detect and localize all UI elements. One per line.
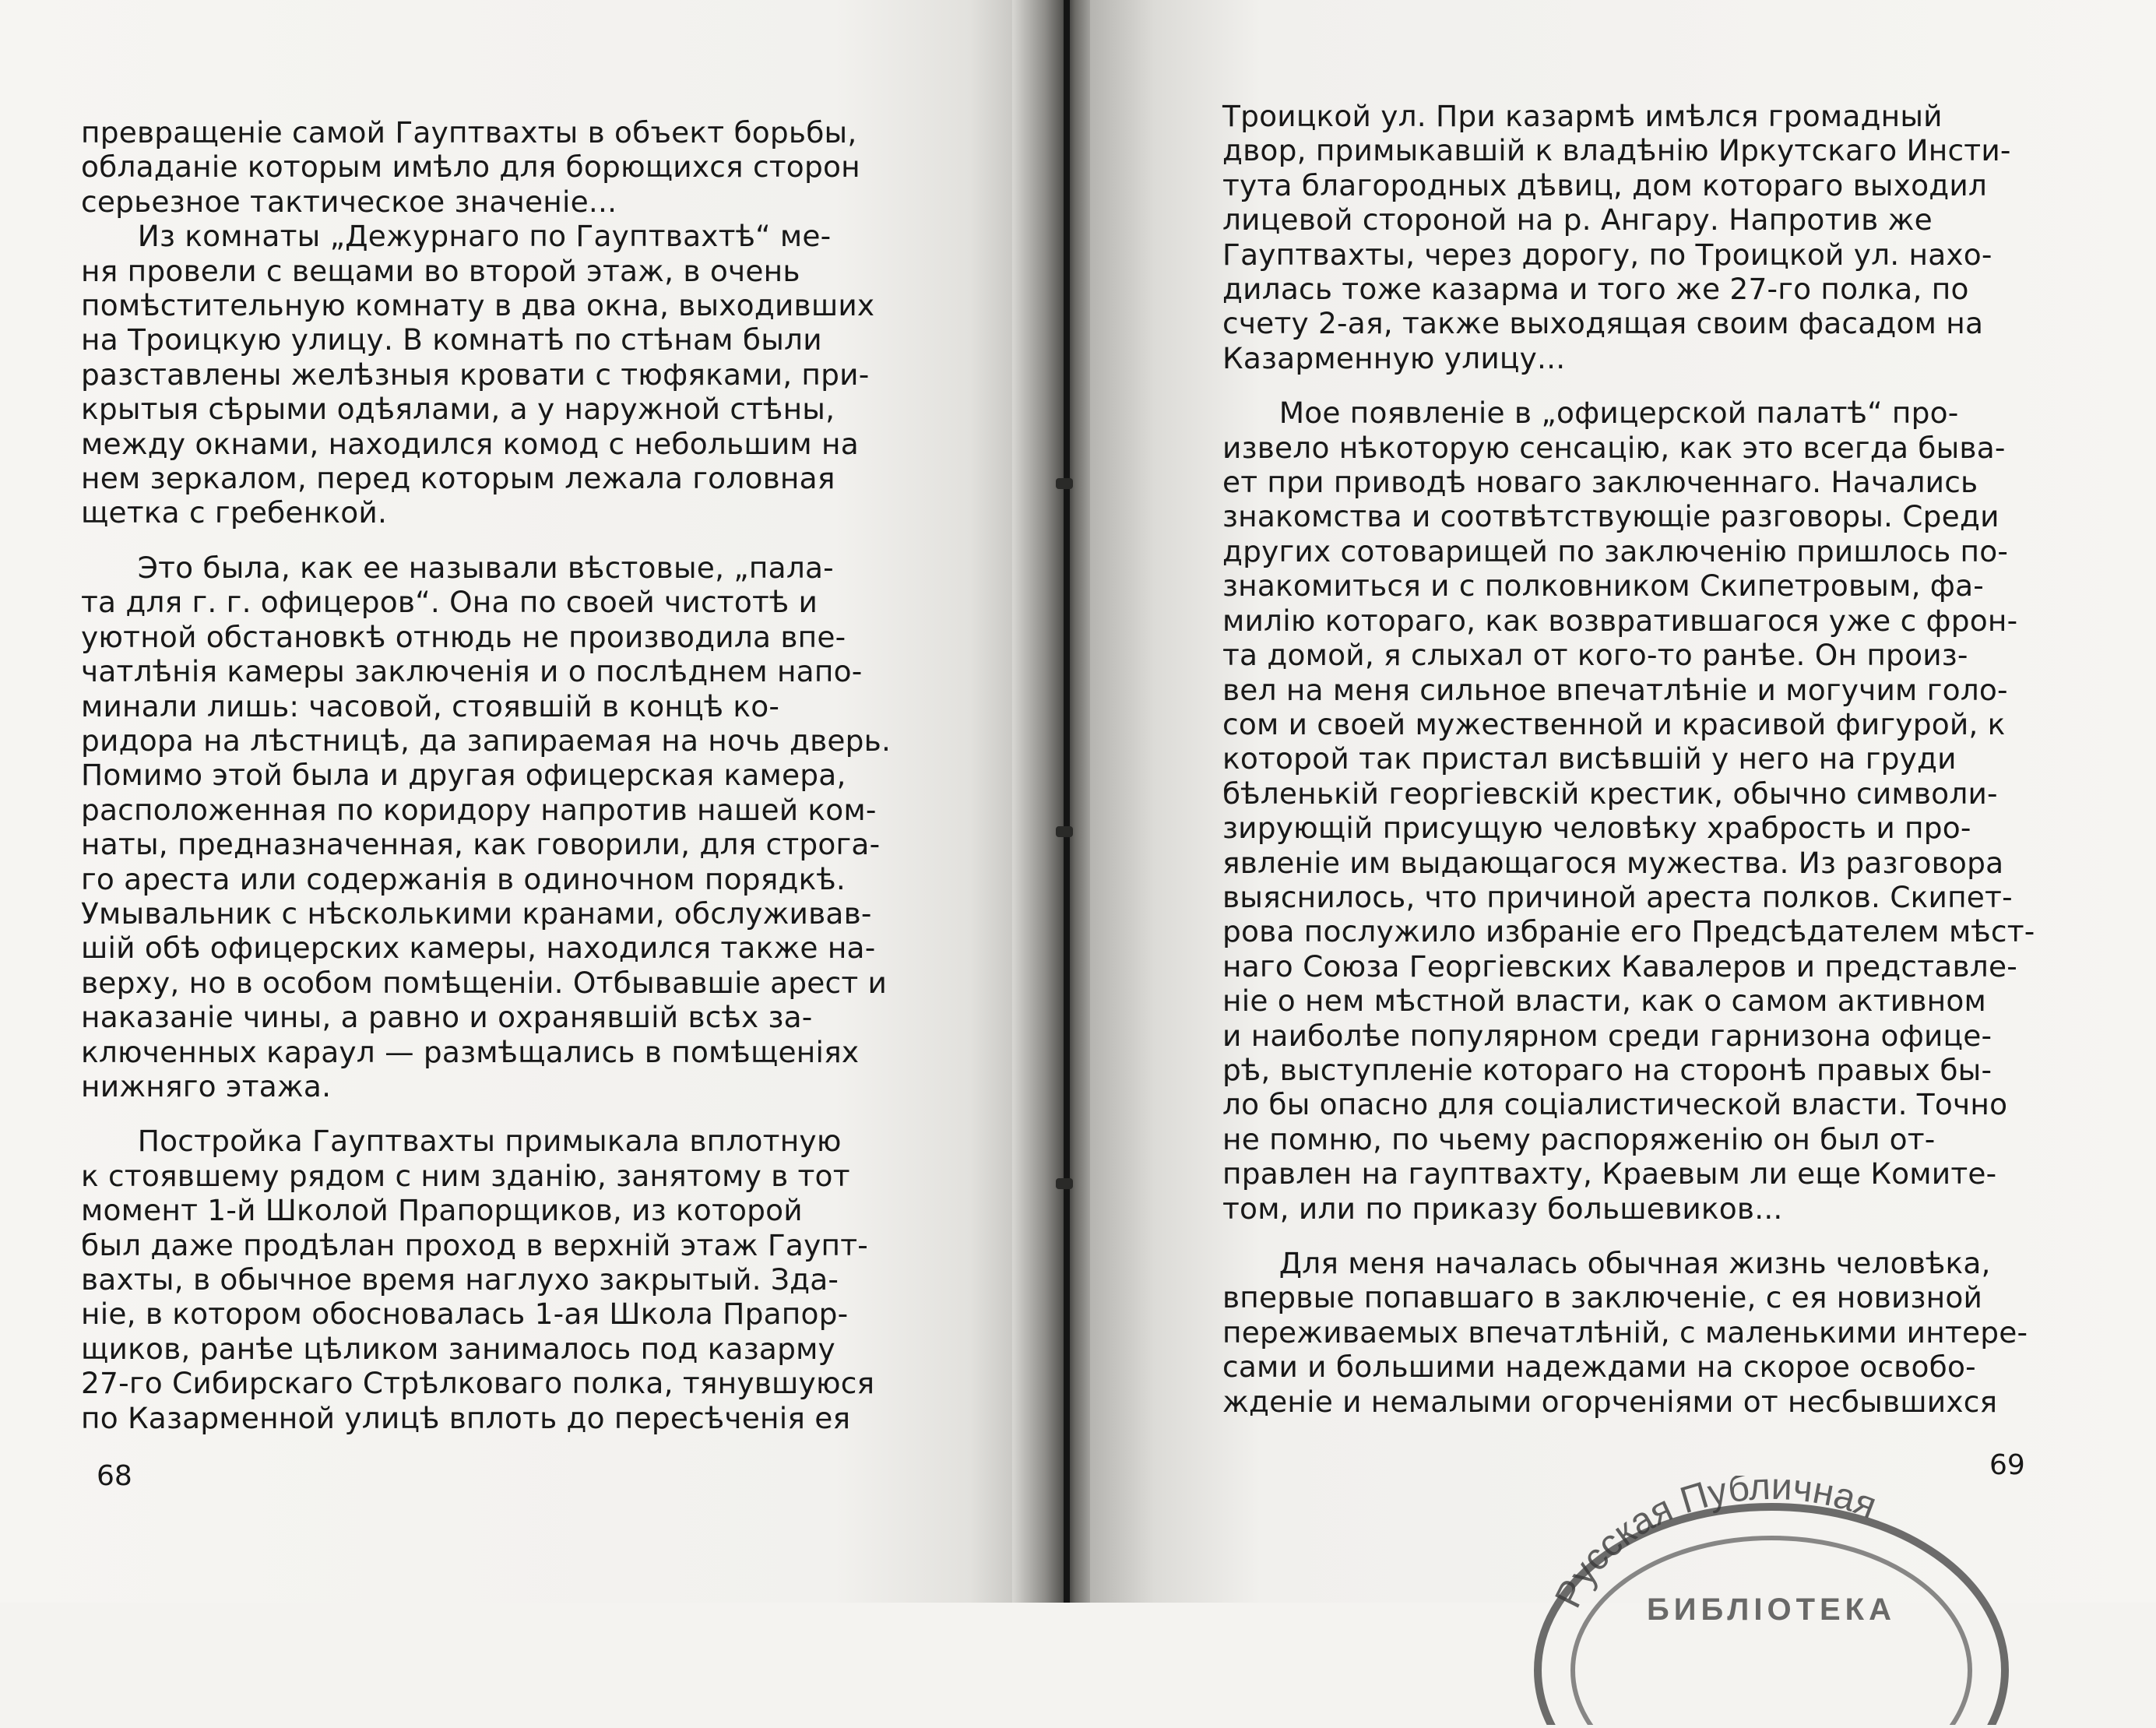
text-line: знакомства и соотвѣтствующiе разговоры. Среди — [1222, 499, 1999, 534]
text-line: явленiе им выдающагося мужества. Из разговора — [1222, 845, 2004, 880]
text-line: уютной обстановкѣ отнюдь не производила впе- — [81, 619, 846, 654]
text-line: между окнами, находился комод с небольшим на — [81, 426, 859, 461]
text-line: дилась тоже казарма и того же 27-го полка, по — [1222, 272, 1969, 307]
text-line: впервые попавшаго в заключенiе, с ея новизной — [1222, 1280, 1983, 1315]
right-page-text — [1222, 99, 2063, 1419]
paragraph — [81, 1124, 922, 1435]
text-line: сами и большими надеждами на скорое освобо- — [1222, 1350, 1976, 1385]
page-number: 68 — [97, 1460, 132, 1492]
text-line: Для меня началась обычная жизнь человѣка, — [1222, 1246, 1991, 1280]
text-line: ключенных караул — размѣщались в помѣщенiях — [81, 1034, 860, 1069]
text-line: 27-го Сибирскаго Стрѣлковаго полка, тянувшуюся — [81, 1366, 875, 1401]
text-line: счету 2-ая, также выходящая своим фасадом на — [1222, 306, 1984, 341]
stamp-arc-text: Русская Публичная — [1547, 1476, 1883, 1614]
text-line: которой так пристал висѣвшiй у него на груди — [1222, 741, 1957, 776]
text-line: том, или по приказу большевиков... — [1222, 1191, 1783, 1226]
text-line: шiй обѣ офицерских камеры, находился также на- — [81, 931, 876, 966]
binding-thread — [1056, 478, 1073, 489]
text-line: расположенная по коридору напротив нашей ком- — [81, 792, 877, 827]
text-line: серьезное тактическое значенiе... — [81, 184, 617, 219]
text-line: жденiе и немалыми огорченiями от несбывшихся — [1222, 1384, 1998, 1419]
text-line: та для г. г. офицеров“. Она по своей чистотѣ и — [81, 585, 818, 620]
text-line: был даже продѣлан проход в верхнiй этаж Гаупт- — [81, 1227, 868, 1262]
text-line: нiе, в котором обосновалась 1-ая Школа Прапор- — [81, 1297, 849, 1332]
paragraph — [1222, 396, 2063, 1226]
text-line: двор, примыкавшiй к владѣнiю Иркутскаго Инсти- — [1222, 133, 2011, 168]
text-line: та домой, я слыхал от кого-то ранѣе. Он произ- — [1222, 638, 1968, 673]
text-line: тута благородных дѣвиц, дом котораго выходил — [1222, 167, 1988, 202]
text-line: рѣ, выступленiе котораго на сторонѣ правых бы- — [1222, 1052, 1992, 1087]
library-stamp-graphic — [1499, 1476, 2044, 1725]
page-number: 69 — [1989, 1449, 2025, 1481]
text-line: помѣстительную комнату в два окна, выходивших — [81, 288, 875, 323]
text-line: наказанiе чины, а равно и охранявшiй всѣх за- — [81, 1000, 813, 1035]
text-line: нiе о нем мѣстной власти, как о самом активном — [1222, 984, 1987, 1019]
text-line: Умывальник с нѣсколькими кранами, обслуживав- — [81, 896, 872, 931]
text-line: верху, но в особом помѣщенiи. Отбывавшiе арест и — [81, 965, 888, 1000]
text-line: щетка с гребенкой. — [81, 495, 388, 530]
paragraph — [81, 115, 922, 219]
left-page — [0, 0, 1043, 1603]
text-line: нем зеркалом, перед которым лежала головная — [81, 461, 835, 496]
text-line: рова послужило избранiе его Предсѣдателем мѣст- — [1222, 914, 2035, 949]
text-line: нижняго этажа. — [81, 1068, 332, 1103]
binding-thread — [1056, 1178, 1073, 1189]
text-line: на Троицкую улицу. В комнатѣ по стѣнам были — [81, 322, 822, 357]
left-page-text — [81, 115, 922, 1435]
stamp-bottom-text: БИБЛIОТЕКА — [1647, 1593, 1896, 1627]
text-line: обладанiе которым имѣло для борющихся сторон — [81, 150, 860, 185]
text-line: минали лишь: часовой, стоявшiй в концѣ ко- — [81, 688, 780, 723]
text-line: превращенiе самой Гауптвахты в объект борьбы, — [81, 115, 857, 150]
text-line: не помню, по чьему распоряженiю он был от- — [1222, 1121, 1936, 1156]
text-line: Казарменную улицу... — [1222, 340, 1566, 375]
text-line: правлен на гауптвахту, Краевым ли еще Комите- — [1222, 1156, 1997, 1191]
library-stamp — [1499, 1476, 2044, 1725]
text-line: извело нѣкоторую сенсацiю, как это всегда быва- — [1222, 430, 2006, 465]
paragraph — [81, 551, 922, 1104]
text-line: щиков, ранѣе цѣликом занималось под казарму — [81, 1331, 835, 1366]
text-line: го ареста или содержанiя в одиночном порядкѣ. — [81, 861, 846, 896]
spine-binding — [1064, 0, 1070, 1603]
text-line: к стоявшему рядом с ним зданiю, занятому в тот — [81, 1158, 850, 1193]
paragraph — [1222, 1246, 2063, 1419]
text-line: ет при приводѣ новаго заключеннаго. Начались — [1222, 465, 1978, 500]
text-line: наты, предназначенная, как говорили, для строга- — [81, 827, 881, 862]
text-line: момент 1-й Школой Прапорщиков, из которой — [81, 1193, 803, 1228]
text-line: бѣленькiй георгiевскiй крестик, обычно символи- — [1222, 776, 1998, 811]
text-line: лицевой стороной на р. Ангару. Напротив же — [1222, 202, 1933, 238]
text-line: зирующiй присущую человѣку храбрость и про- — [1222, 811, 1971, 846]
text-line: милiю котораго, как возвратившагося уже с фрон- — [1222, 603, 2018, 638]
text-line: Троицкой ул. При казармѣ имѣлся громадный — [1222, 99, 1943, 133]
text-line: чатлѣнiя камеры заключенiя и о послѣднем напо- — [81, 654, 863, 689]
text-line: Постройка Гауптвахты примыкала вплотную — [81, 1124, 842, 1159]
text-line: ня провели с вещами во второй этаж, в очень — [81, 253, 800, 288]
text-line: Из комнаты „Дежурнаго по Гауптвахтѣ“ ме- — [81, 219, 832, 254]
text-line: Гауптвахты, через дорогу, по Троицкой ул. нахо- — [1222, 237, 1992, 272]
text-line: ло бы опасно для соцiалистической власти. Точно — [1222, 1087, 2008, 1122]
paragraph — [1222, 99, 2063, 375]
text-line: крытыя сѣрыми одѣялами, а у наружной стѣны, — [81, 392, 835, 427]
paragraph — [81, 219, 922, 530]
text-line: разставлены желѣзныя кровати с тюфяками, при- — [81, 357, 870, 392]
text-line: вахты, в обычное время наглухо закрытый. Зда- — [81, 1262, 839, 1297]
text-line: переживаемых впечатлѣнiй, с маленькими интере- — [1222, 1314, 2028, 1350]
text-line: вел на меня сильное впечатлѣнiе и могучим голо- — [1222, 672, 2008, 707]
text-line: Это была, как ее называли вѣстовые, „пала- — [81, 550, 834, 585]
text-line: по Казарменной улицѣ вплоть до пересѣченiя ея — [81, 1400, 851, 1435]
text-line: Мое появленiе в „офицерской палатѣ“ про- — [1222, 396, 1959, 431]
text-line: и наиболѣе популярном среди гарнизона офице- — [1222, 1018, 1992, 1053]
text-line: знакомиться и с полковником Скипетровым, фа- — [1222, 568, 1984, 604]
text-line: наго Союза Георгiевских Кавалеров и представле- — [1222, 948, 2017, 984]
text-line: Помимо этой была и другая офицерская камера, — [81, 758, 846, 793]
text-line: сом и своей мужественной и красивой фигурой, к — [1222, 706, 2006, 741]
text-line: других сотоварищей по заключенiю пришлось по- — [1222, 533, 2009, 568]
text-line: выяснилось, что причиной ареста полков. Скипет- — [1222, 879, 2013, 914]
binding-thread — [1056, 826, 1073, 837]
text-line: ридора на лѣстницѣ, да запираемая на ночь дверь. — [81, 723, 892, 758]
